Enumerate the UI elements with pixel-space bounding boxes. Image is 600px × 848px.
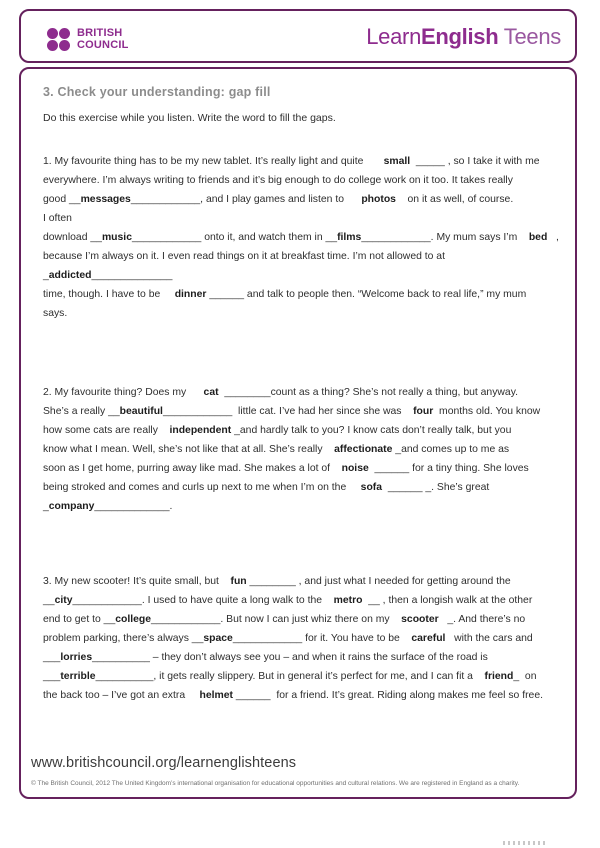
gap-answer[interactable]: space — [203, 633, 233, 644]
text-segment: ______ and talk to people then. “Welcome back to real life,” my mum — [206, 289, 527, 300]
gap-fill-paragraph-3 — [43, 572, 573, 705]
logo-word-council: COUNCIL — [77, 38, 129, 51]
text-segment: ________ , and just what I needed for getting around the — [246, 576, 511, 587]
exercise-instructions: Do this exercise while you listen. Write the word to fill the gaps. — [43, 112, 336, 124]
gap-answer[interactable]: terrible — [60, 671, 96, 682]
gap-answer[interactable]: college — [115, 614, 152, 625]
text-line — [43, 440, 573, 459]
gap-answer[interactable]: sofa — [360, 482, 383, 493]
gap-answer[interactable]: fun — [230, 576, 247, 587]
text-line — [43, 572, 573, 591]
text-line — [43, 610, 573, 629]
brand-english: English — [421, 24, 499, 49]
text-segment: _____________. — [94, 501, 173, 512]
brand-teens: Teens — [498, 24, 561, 49]
text-segment: _ on — [513, 671, 537, 682]
text-segment: _and comes up to me as — [392, 444, 510, 455]
text-segment: ______________ — [91, 270, 173, 281]
text-segment: I often — [43, 213, 72, 224]
fine-print-smudge — [503, 841, 547, 845]
brand-learn: Learn — [366, 24, 422, 49]
british-council-wordmark — [77, 28, 129, 51]
text-segment: _and hardly talk to you? I know cats don’t really talk, but you — [231, 425, 512, 436]
gap-fill-paragraph-2 — [43, 383, 573, 516]
text-segment: 1. My favourite thing has to be my new tablet. It’s really light and quite — [43, 156, 384, 167]
text-segment: She’s a really __ — [43, 406, 120, 417]
exercise-title: 3. Check your understanding: gap fill — [43, 85, 271, 99]
text-line — [43, 478, 573, 497]
gap-answer[interactable]: metro — [333, 595, 363, 606]
text-segment: ______ _. She’s great — [382, 482, 490, 493]
text-segment: months old. You know — [433, 406, 541, 417]
text-segment: ____________. But now I can just whiz there on my — [151, 614, 402, 625]
text-segment: _ — [43, 270, 49, 281]
gap-answer[interactable]: lorries — [60, 652, 93, 663]
text-line — [43, 459, 573, 478]
text-line — [43, 266, 573, 285]
gap-answer[interactable]: addicted — [48, 270, 92, 281]
text-segment: with the cars and — [445, 633, 533, 644]
british-council-logo — [47, 28, 129, 51]
gap-answer[interactable]: messages — [80, 194, 131, 205]
footer-url[interactable]: www.britishcouncil.org/learnenglishteens — [31, 755, 297, 771]
gap-answer[interactable]: independent — [169, 425, 232, 436]
gap-answer[interactable]: dinner — [174, 289, 207, 300]
text-segment: soon as I get home, purring away like mad. She makes a lot of — [43, 463, 342, 474]
gap-answer[interactable]: small — [383, 156, 411, 167]
text-segment: says. — [43, 308, 68, 319]
gap-answer[interactable]: beautiful — [119, 406, 163, 417]
text-line — [43, 171, 573, 190]
text-segment: ____________ onto it, and watch them in __ — [131, 232, 338, 243]
text-segment: ___ — [43, 652, 61, 663]
text-segment: _____ , so I take it with me — [410, 156, 540, 167]
text-line — [43, 383, 573, 402]
text-line — [43, 629, 573, 648]
text-segment: 3. My new scooter! It’s quite small, but — [43, 576, 231, 587]
text-segment: problem parking, there’s always __ — [43, 633, 204, 644]
text-segment: __ — [43, 595, 55, 606]
gap-answer[interactable]: noise — [341, 463, 369, 474]
text-line — [43, 421, 573, 440]
gap-answer[interactable]: affectionate — [334, 444, 393, 455]
gap-answer[interactable]: films — [337, 232, 362, 243]
content-area — [19, 67, 577, 799]
gap-answer[interactable]: bed — [528, 232, 548, 243]
text-segment: __________, it gets really slippery. But in general it’s perfect for me, and I can fit a — [95, 671, 485, 682]
text-line — [43, 152, 573, 171]
text-line — [43, 648, 573, 667]
learnenglish-teens-wordmark — [366, 24, 561, 50]
gap-answer[interactable]: company — [48, 501, 95, 512]
text-line — [43, 497, 573, 516]
text-line — [43, 686, 573, 705]
text-segment: on it as well, of course. — [395, 194, 514, 205]
text-segment: because I’m always on it. I even read things on it at breakfast time. I’m not allowed to at — [43, 251, 445, 262]
text-line — [43, 667, 573, 686]
gap-answer[interactable]: photos — [361, 194, 396, 205]
text-segment: ____________. My mum says I’m — [361, 232, 529, 243]
logo-word-british: BRITISH — [77, 27, 123, 39]
gap-answer[interactable]: careful — [411, 633, 446, 644]
text-segment: ____________ little cat. I’ve had her since she was — [162, 406, 414, 417]
text-segment: _ — [43, 501, 49, 512]
logo-dot — [47, 40, 58, 51]
text-segment: end to get to __ — [43, 614, 116, 625]
text-segment: how some cats are really — [43, 425, 170, 436]
text-segment: _. And there’s no — [438, 614, 526, 625]
text-segment: ______ for a friend. It’s great. Riding along makes me feel so free. — [233, 690, 543, 701]
text-line — [43, 402, 573, 421]
text-segment: ______ for a tiny thing. She loves — [368, 463, 529, 474]
text-segment: ____________, and I play games and listen to — [130, 194, 362, 205]
gap-answer[interactable]: scooter — [401, 614, 439, 625]
text-segment: ________count as a thing? She’s not really a thing, but anyway. — [218, 387, 518, 398]
header — [19, 9, 577, 63]
text-segment: know what I mean. Well, she’s not like that at all. She’s really — [43, 444, 335, 455]
text-line — [43, 247, 573, 266]
logo-dot — [59, 40, 70, 51]
gap-answer[interactable]: helmet — [199, 690, 234, 701]
text-segment: ___ — [43, 671, 61, 682]
text-line — [43, 190, 573, 209]
gap-fill-paragraph-1 — [43, 152, 573, 323]
text-segment: __ , then a longish walk at the other — [362, 595, 533, 606]
text-segment: the back too – I’ve got an extra — [43, 690, 200, 701]
text-segment: , — [547, 232, 559, 243]
text-segment: time, though. I have to be — [43, 289, 175, 300]
gap-answer[interactable]: cat — [203, 387, 219, 398]
text-line — [43, 304, 573, 323]
four-dots-icon — [47, 28, 70, 51]
gap-answer[interactable]: friend — [484, 671, 514, 682]
text-segment: ____________. I used to have quite a long walk to the — [72, 595, 334, 606]
text-line — [43, 285, 573, 304]
footer-copyright: © The British Council, 2012 The United Kingdom’s international organisation for educational opportunities and cultural relations. We are registered in England as a charity. — [31, 780, 520, 787]
text-line — [43, 591, 573, 610]
text-segment: everywhere. I’m always writing to friends and it’s big enough to do college work on it too. It takes really — [43, 175, 513, 186]
text-segment: download __ — [43, 232, 102, 243]
text-segment: 2. My favourite thing? Does my — [43, 387, 204, 398]
text-segment: __________ – they don’t always see you – and when it rains the surface of the road is — [92, 652, 488, 663]
gap-answer[interactable]: four — [413, 406, 434, 417]
logo-dot — [47, 28, 58, 39]
gap-answer[interactable]: music — [101, 232, 132, 243]
logo-dot — [59, 28, 70, 39]
text-segment: being stroked and comes and curls up next to me when I’m on the — [43, 482, 361, 493]
text-segment: ____________ for it. You have to be — [232, 633, 412, 644]
gap-answer[interactable]: city — [54, 595, 73, 606]
text-segment: good __ — [43, 194, 81, 205]
text-line — [43, 228, 573, 247]
text-line — [43, 209, 573, 228]
